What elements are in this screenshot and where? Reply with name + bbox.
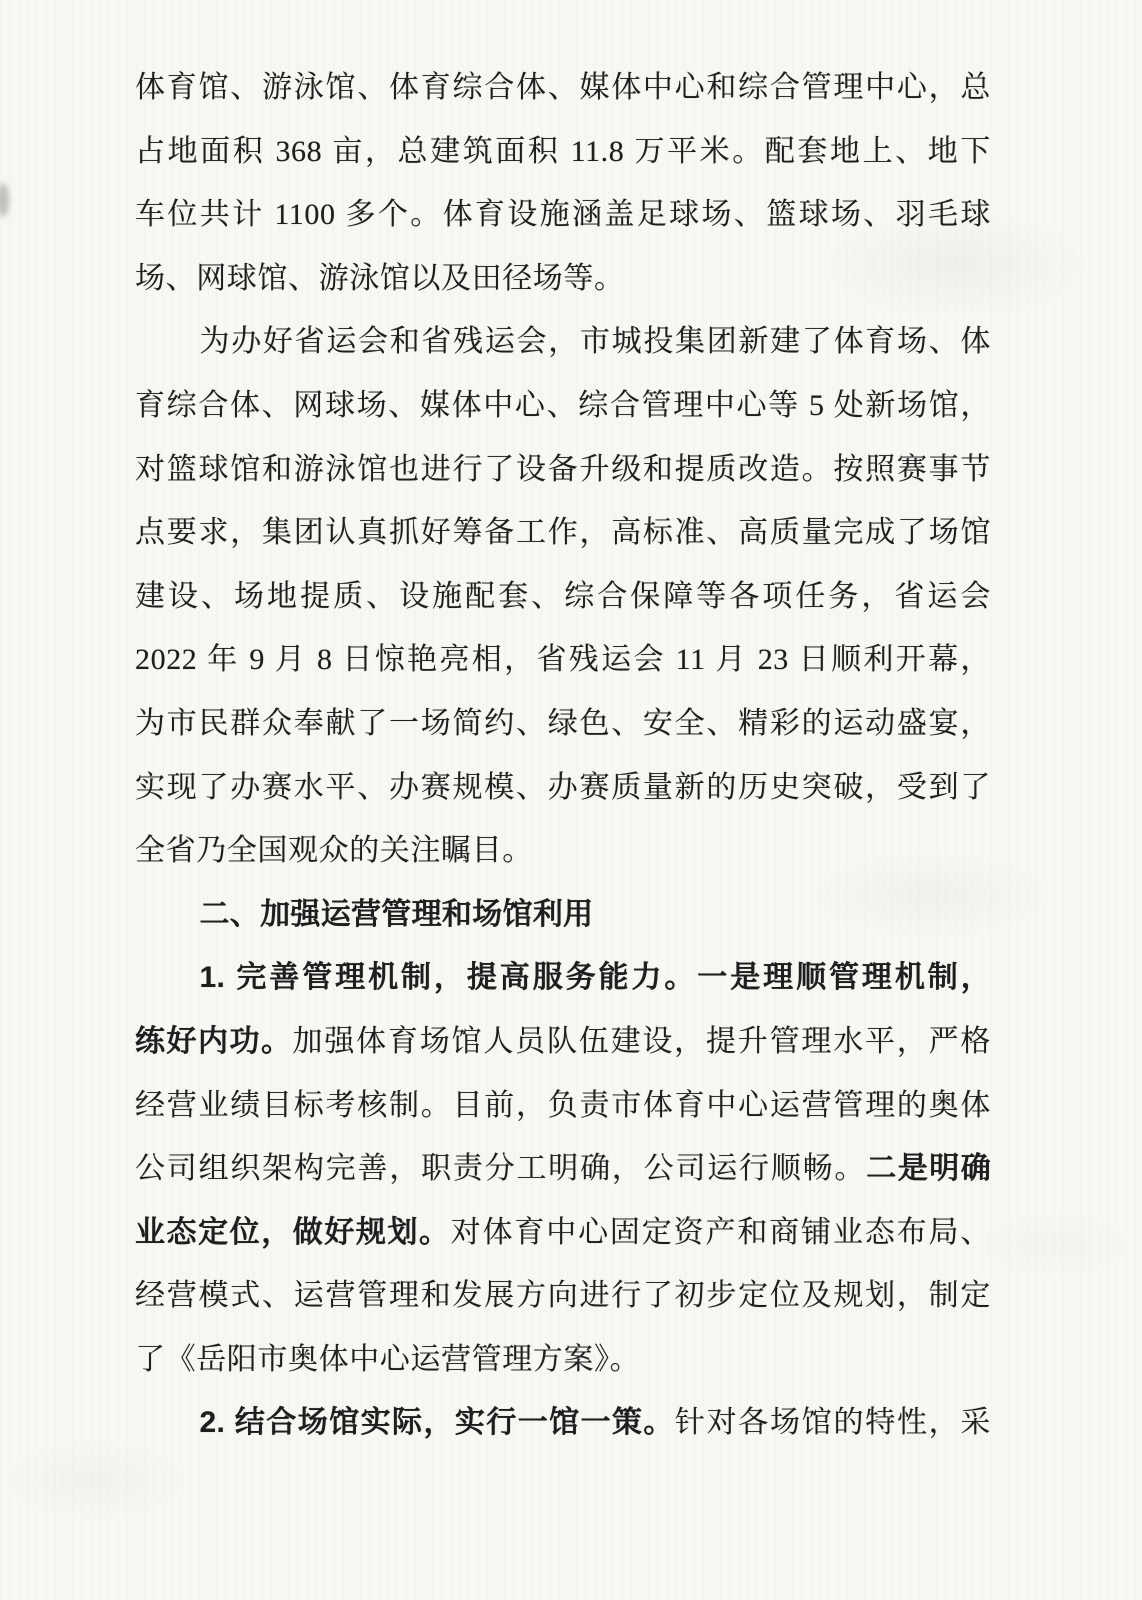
text-line: [135, 1137, 991, 1201]
text-line: [135, 1328, 991, 1392]
body-text: 场、网球馆、游泳馆以及田径场等。: [135, 261, 625, 295]
body-text: 建设、场地提质、设施配套、综合保障等各项任务，省运会: [135, 579, 991, 613]
text-line: [135, 883, 991, 947]
text-line: [135, 819, 991, 883]
text-line: [135, 438, 991, 502]
body-text: 车位共计 1100 多个。体育设施涵盖足球场、篮球场、羽毛球: [135, 198, 991, 232]
text-line: [135, 692, 991, 756]
text-line: [135, 565, 991, 629]
body-text: 点要求，集团认真抓好筹备工作，高标准、高质量完成了场馆: [135, 516, 991, 550]
text-line: [135, 946, 991, 1010]
text-line: [135, 1010, 991, 1074]
emphasis-text: 2. 结合场馆实际，实行一馆一策。: [199, 1406, 675, 1440]
text-line: [135, 183, 991, 247]
text-line: [135, 374, 991, 438]
text-line: [135, 628, 991, 692]
body-text: 为市民群众奉献了一场简约、绿色、安全、精彩的运动盛宴，: [135, 706, 991, 740]
emphasis-text: 业态定位，做好规划。: [135, 1215, 451, 1249]
emphasis-text: 二是明确: [866, 1152, 991, 1186]
document-body: [135, 56, 991, 1455]
body-text: 加强体育场馆人员队伍建设，提升管理水平，严格: [292, 1024, 991, 1058]
text-line: [135, 501, 991, 565]
body-text: 实现了办赛水平、办赛规模、办赛质量新的历史突破，受到了: [135, 770, 991, 804]
text-line: [135, 1264, 991, 1328]
body-text: 经营模式、运营管理和发展方向进行了初步定位及规划，制定: [135, 1279, 991, 1313]
emphasis-text: 1. 完善管理机制，提高服务能力。一是理顺管理机制，: [199, 961, 991, 995]
body-text: 为办好省运会和省残运会，市城投集团新建了体育场、体: [199, 325, 991, 359]
body-text: 了《岳阳市奥体中心运营管理方案》。: [135, 1342, 641, 1376]
body-text: 占地面积 368 亩，总建筑面积 11.8 万平米。配套地上、地下: [135, 134, 991, 168]
text-line: [135, 756, 991, 820]
body-text: 针对各场馆的特性，采: [674, 1406, 991, 1440]
text-line: [135, 120, 991, 184]
text-line: [135, 1391, 991, 1455]
text-line: [135, 310, 991, 374]
text-line: [135, 1201, 991, 1265]
emphasis-text: 练好内功。: [135, 1024, 293, 1058]
body-text: 育综合体、网球场、媒体中心、综合管理中心等 5 处新场馆，: [135, 388, 991, 422]
body-text: 对篮球馆和游泳馆也进行了设备升级和提质改造。按照赛事节: [135, 452, 991, 486]
body-text: 2022 年 9 月 8 日惊艳亮相，省残运会 11 月 23 日顺利开幕，: [135, 643, 991, 677]
body-text: 公司组织架构完善，职责分工明确，公司运行顺畅。: [135, 1152, 867, 1186]
text-line: [135, 56, 991, 120]
text-line: [135, 1074, 991, 1138]
body-text: 体育馆、游泳馆、体育综合体、媒体中心和综合管理中心，总: [135, 71, 991, 104]
body-text: 对体育中心固定资产和商铺业态布局、: [450, 1215, 991, 1249]
emphasis-text: 二、加强运营管理和场馆利用: [199, 897, 594, 931]
body-text: 全省乃全国观众的关注瞩目。: [135, 834, 533, 868]
body-text: 经营业绩目标考核制。目前，负责市体育中心运营管理的奥体: [135, 1088, 991, 1122]
scan-smudge-mark: [0, 183, 9, 217]
text-line: [135, 247, 991, 311]
